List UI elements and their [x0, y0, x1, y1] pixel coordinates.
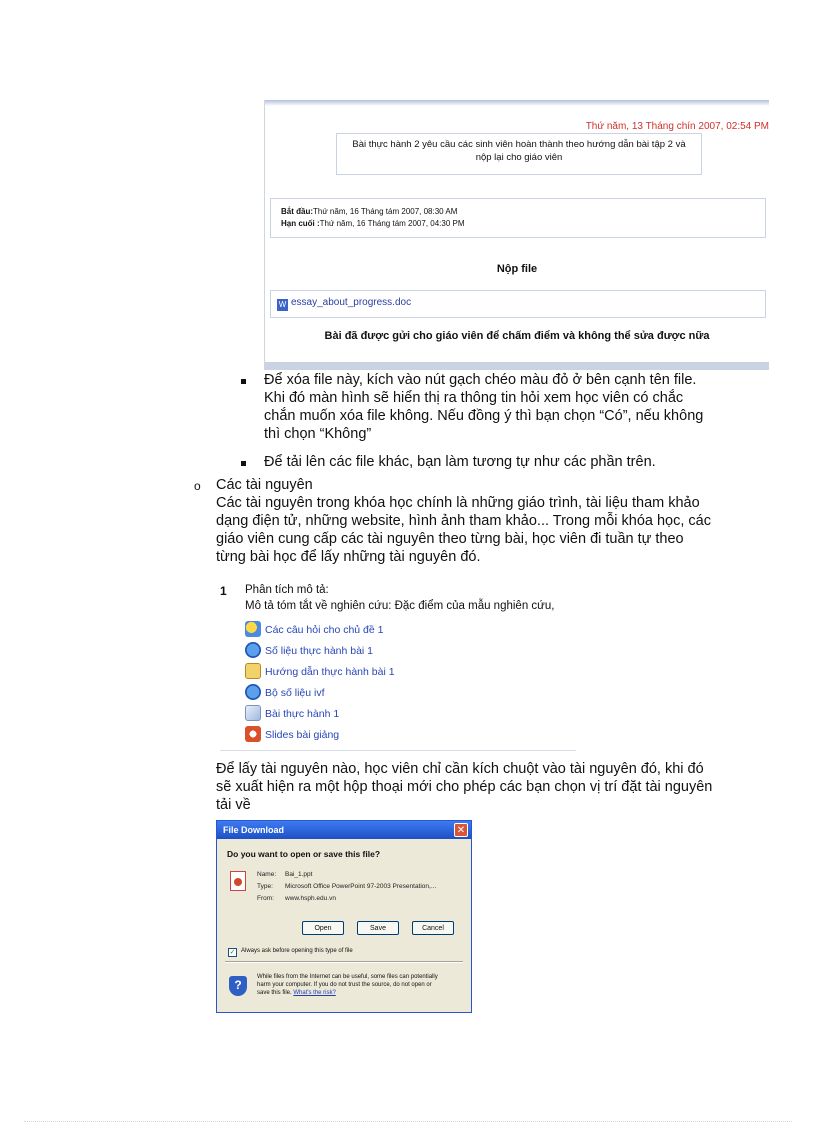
text-line: Để xóa file này, kích vào nút gạch chéo màu đỏ ở bên cạnh tên file. [264, 372, 697, 388]
risk-link[interactable]: What's the risk? [293, 990, 336, 996]
from-value: www.hsph.edu.vn [285, 895, 336, 902]
text-line: Các tài nguyên trong khóa học chính là những giáo trình, tài liệu tham khảo [216, 495, 700, 511]
document-icon [245, 663, 261, 679]
text-line: chắn muốn xóa file không. Nếu đồng ý thì bạn chọn “Có”, nếu không [264, 408, 704, 424]
always-ask-checkbox[interactable]: ✓ [229, 949, 236, 956]
topic-title: Phân tích mô tả: [245, 584, 329, 596]
submitted-file-link[interactable]: essay_about_progress.doc [291, 297, 412, 308]
resource-link[interactable]: Các câu hỏi cho chủ đề 1 [265, 624, 384, 636]
resource-link[interactable]: Số liệu thực hành bài 1 [265, 645, 374, 657]
cancel-button[interactable]: Cancel [412, 921, 454, 935]
divider [220, 750, 576, 751]
resources-section [216, 476, 736, 566]
powerpoint-icon [245, 726, 261, 742]
file-icon [245, 705, 261, 721]
web-resource-icon [245, 642, 261, 658]
text-line: Để tải lên các file khác, bạn làm tương tự như các phần trên. [264, 454, 656, 470]
close-icon[interactable]: ✕ [454, 823, 468, 837]
topic-summary: Mô tả tóm tắt về nghiên cứu: Đặc điểm của mẫu nghiên cứu, [245, 600, 555, 612]
web-resource-icon [245, 684, 261, 700]
description-line: nộp lại cho giáo viên [475, 152, 563, 163]
security-warning [257, 973, 462, 997]
text-line: tải về [216, 797, 251, 813]
submission-datestamp: Thứ năm, 13 Tháng chín 2007, 02:54 PM [585, 121, 769, 132]
start-label: Bắt đầu: [281, 207, 313, 216]
start-time-row [281, 206, 765, 218]
type-value: Microsoft Office PowerPoint 97-2003 Presentation,... [285, 883, 437, 890]
upload-other-paragraph [264, 453, 734, 471]
bullet-square [241, 379, 246, 384]
text-line: Khi đó màn hình sẽ hiển thị ra thông tin hỏi xem học viên có chắc [264, 390, 684, 406]
name-value: Bai_1.ppt [285, 871, 313, 878]
delete-file-paragraph [264, 371, 734, 443]
file-source-row [257, 895, 336, 902]
security-shield-icon: ? [229, 976, 247, 996]
always-ask-label: Always ask before opening this type of file [241, 948, 353, 954]
resource-link[interactable]: Slides bài giảng [265, 729, 340, 741]
resources-heading: Các tài nguyên [216, 477, 313, 493]
cropped-top-edge [265, 100, 769, 106]
text-line: Để lấy tài nguyên nào, học viên chỉ cần kích chuột vào tài nguyên đó, khi đó [216, 761, 704, 777]
bullet-square [241, 461, 246, 466]
resource-item[interactable] [245, 684, 325, 704]
warning-line [257, 989, 462, 997]
save-button[interactable]: Save [357, 921, 399, 935]
powerpoint-file-icon [230, 871, 246, 891]
from-label: From: [257, 895, 274, 902]
submitted-file-row[interactable] [270, 290, 766, 318]
quiz-icon [245, 621, 261, 637]
text-line: sẽ xuất hiện ra một hộp thoại mới cho phép các bạn chọn vị trí đặt tài nguyên [216, 779, 713, 795]
bullet-circle: o [194, 479, 201, 493]
resource-item[interactable] [245, 705, 339, 725]
type-label: Type: [257, 883, 273, 890]
text-line: thì chọn “Không” [264, 426, 372, 442]
resource-link[interactable]: Bài thực hành 1 [265, 708, 340, 720]
text-line: giáo viên cung cấp các tài nguyên theo từng bài, học viên đi tuần tự theo [216, 531, 684, 547]
open-button[interactable]: Open [302, 921, 344, 935]
due-time-row [281, 218, 765, 230]
text-line: từng bài học để lấy những tài nguyên đó. [216, 549, 481, 565]
text-line: dạng điện tử, những website, hình ảnh tham khảo... Trong mỗi khóa học, các [216, 513, 711, 529]
word-document-icon: W [278, 300, 287, 309]
due-label: Hạn cuối : [281, 219, 320, 228]
topic-number: 1 [220, 584, 227, 598]
resource-link[interactable]: Bộ số liệu ivf [265, 687, 325, 699]
warning-line: While files from the Internet can be useful, some files can potentially [257, 974, 438, 980]
dialog-question: Do you want to open or save this file? [227, 849, 381, 859]
submission-panel-screenshot [264, 100, 769, 370]
assignment-times [270, 198, 766, 238]
submission-locked-message: Bài đã được gửi cho giáo viên để chấm điểm và không thể sửa được nữa [324, 330, 710, 342]
panel-bottom-border [265, 362, 769, 370]
assignment-description [336, 133, 702, 175]
warning-line: harm your computer. If you do not trust the source, do not open or [257, 982, 432, 988]
description-line: Bài thực hành 2 yêu cầu các sinh viên hoàn thành theo hướng dẫn bài tập 2 và [352, 139, 686, 150]
download-paragraph [216, 760, 736, 814]
file-download-dialog [216, 820, 472, 1013]
dialog-separator [225, 961, 463, 963]
due-value: Thứ năm, 16 Tháng tám 2007, 04:30 PM [319, 219, 465, 228]
start-value: Thứ năm, 16 Tháng tám 2007, 08:30 AM [313, 207, 458, 216]
resource-item[interactable] [245, 726, 339, 746]
resource-link[interactable]: Hướng dẫn thực hành bài 1 [265, 666, 395, 678]
file-name-row [257, 871, 312, 878]
dialog-title: File Download [217, 821, 471, 839]
resource-item[interactable] [245, 621, 384, 641]
resource-item[interactable] [245, 663, 395, 683]
warning-text: save this file. [257, 990, 292, 996]
page-bottom-dotted-line [24, 1121, 792, 1122]
upload-file-title: Nộp file [496, 263, 538, 275]
name-label: Name: [257, 871, 277, 878]
file-type-row [257, 883, 436, 890]
resource-item[interactable] [245, 642, 373, 662]
